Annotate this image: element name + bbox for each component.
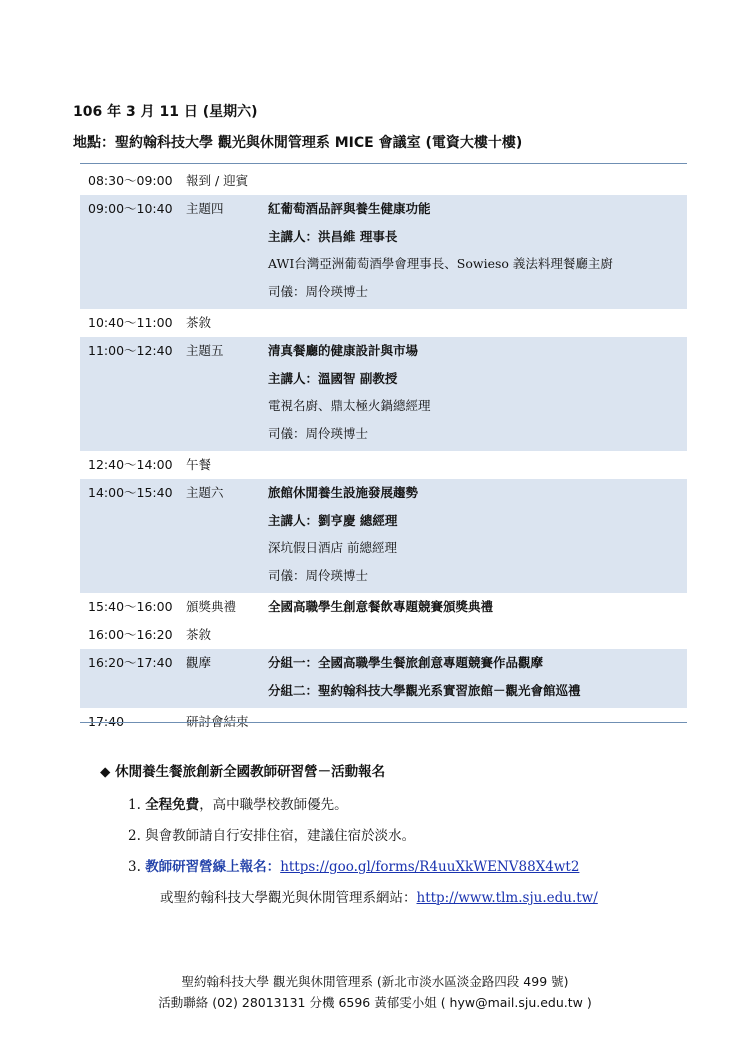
schedule-time: 09:00～10:40 [88,201,173,216]
schedule-row [80,337,687,451]
schedule-row [80,309,687,337]
event-date: 106 年 3 月 11 日 (星期六) [73,104,258,120]
item-1-rest: ，高中職學校教師優先。 [199,797,348,813]
registration-item-1 [128,793,348,813]
schedule-detail-line: AWI台灣亞洲葡萄酒學會理事長、Sowieso 義法料理餐廳主廚 [268,256,613,271]
item-1-strong: 全程免費 [145,797,200,813]
schedule-detail-line: 紅葡萄酒品評與養生健康功能 [268,201,431,216]
registration-form-link[interactable]: https://goo.gl/forms/R4uuXkWENV88X4wt2 [280,859,580,875]
schedule-label: 觀摩 [186,655,212,670]
item-4-text: 或聖約翰科技大學觀光與休閒管理系網站： [160,890,417,906]
schedule-row [80,195,687,309]
schedule-detail-line: 全國高職學生創意餐飲專題競賽頒獎典禮 [268,599,494,614]
item-3-number: 3. [128,859,141,875]
schedule-detail-line: 司儀：周伶瑛博士 [268,567,369,583]
schedule-bottom-rule [80,722,687,723]
schedule-time: 12:40～14:00 [88,457,173,472]
schedule-label: 午餐 [186,457,212,472]
schedule-time: 11:00～12:40 [88,343,173,358]
schedule-detail-line: 深坑假日酒店 前總經理 [268,540,397,555]
schedule-row [80,593,687,621]
schedule-label: 茶敘 [186,315,212,330]
registration-item-4 [160,886,598,906]
schedule-row [80,167,687,195]
schedule-detail-line: 司儀：周伶瑛博士 [268,283,369,299]
registration-item-3 [128,855,579,875]
schedule-time: 16:20～17:40 [88,655,173,670]
schedule-row [80,479,687,593]
schedule-detail-line: 主講人：洪昌維 理事長 [268,228,398,244]
schedule-top-rule [80,163,687,164]
registration-heading: ◆ 休閒養生餐旅創新全國教師研習營－活動報名 [100,764,386,780]
schedule-time: 17:40 [88,714,125,729]
schedule-label: 報到 / 迎賓 [186,173,249,188]
schedule-time: 15:40～16:00 [88,599,173,614]
event-venue: 地點：聖約翰科技大學 觀光與休閒管理系 MICE 會議室 (電資大樓十樓) [73,135,523,151]
schedule-time: 08:30～09:00 [88,173,173,188]
schedule-label: 主題六 [186,485,224,500]
registration-item-2: 2. 與會教師請自行安排住宿，建議住宿於淡水。 [128,828,416,844]
schedule-detail-line: 主講人：劉亨慶 總經理 [268,512,398,528]
schedule-detail-line: 司儀：周伶瑛博士 [268,425,369,441]
schedule-label: 主題五 [186,343,224,358]
footer-contact: 活動聯絡 (02) 28013131 分機 6596 黃郁雯小姐 ( hyw@mail.sju.edu.tw ) [158,995,592,1010]
schedule-label: 研討會結束 [186,714,249,729]
schedule-detail-line: 清真餐廳的健康設計與市場 [268,343,419,358]
schedule-detail-line: 分組二：聖約翰科技大學觀光系實習旅館－觀光會館巡禮 [268,682,581,698]
schedule-row [80,451,687,479]
department-website-link[interactable]: http://www.tlm.sju.edu.tw/ [416,890,598,906]
schedule-label: 頒獎典禮 [186,599,237,614]
schedule-label: 主題四 [186,201,224,216]
item-3-label: 教師研習營線上報名： [145,859,281,875]
schedule-detail-line: 旅館休閒養生設施發展趨勢 [268,485,419,500]
footer-address: 聖約翰科技大學 觀光與休閒管理系 (新北市淡水區淡金路四段 499 號) [181,974,569,989]
schedule-time: 10:40～11:00 [88,315,173,330]
schedule-time: 16:00～16:20 [88,627,173,642]
schedule-row [80,621,687,649]
schedule-detail-line: 分組一：全國高職學生餐旅創意專題競賽作品觀摩 [268,655,544,670]
schedule-time: 14:00～15:40 [88,485,173,500]
schedule-detail-line: 主講人：溫國智 副教授 [268,370,398,386]
item-1-number: 1. [128,797,141,813]
schedule-row [80,649,687,708]
schedule-label: 茶敘 [186,627,212,642]
schedule-table [80,167,687,736]
schedule-detail-line: 電視名廚、鼎太極火鍋總經理 [268,398,431,413]
